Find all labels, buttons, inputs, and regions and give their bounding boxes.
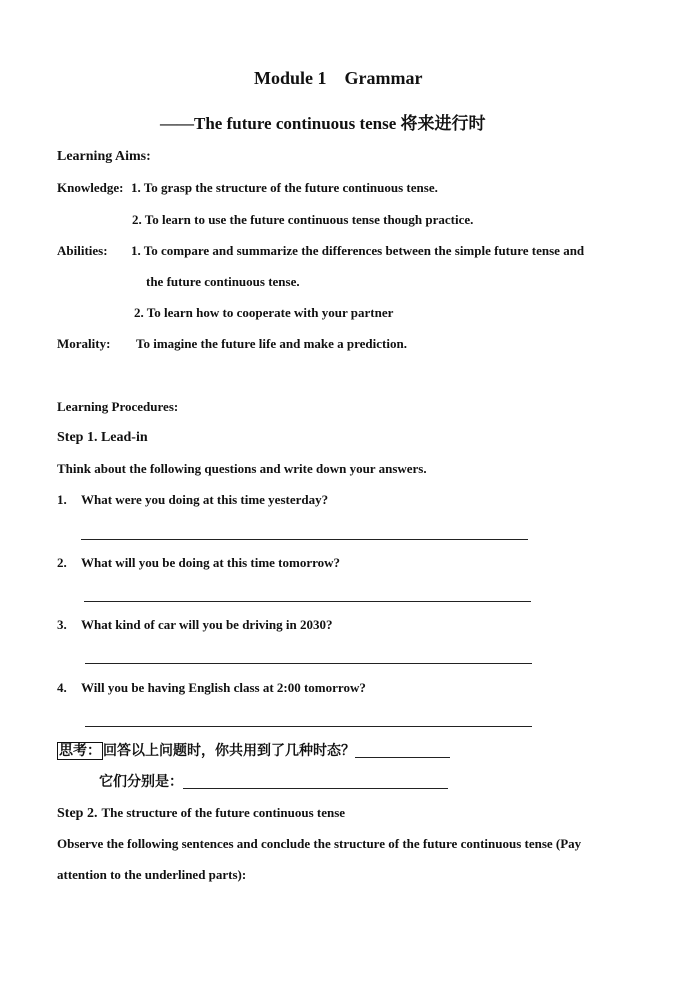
page-subtitle: ——The future continuous tense 将来进行时 [160, 114, 486, 133]
learning-procedures-heading: Learning Procedures: [57, 399, 179, 414]
answer-line[interactable] [85, 663, 532, 664]
question-number: 2. [57, 555, 67, 570]
think-label: 思考： [59, 743, 101, 759]
step1-instruction: Think about the following questions and write down your answers. [57, 461, 427, 476]
step2-label: Step 2. [57, 806, 98, 821]
learning-aims-heading: Learning Aims: [57, 149, 151, 164]
question-number: 4. [57, 680, 67, 695]
abilities-label: Abilities: [57, 243, 108, 258]
question-number: 3. [57, 617, 67, 632]
answer-line[interactable] [85, 726, 532, 727]
knowledge-item-1: 1. To grasp the structure of the future continuous tense. [131, 180, 438, 195]
question-text: What will you be doing at this time tomorrow? [81, 555, 341, 570]
think-answer-line[interactable] [355, 757, 450, 758]
knowledge-label: Knowledge: [57, 180, 124, 195]
question-text: What kind of car will you be driving in 2030? [81, 617, 333, 632]
question-number: 1. [57, 492, 67, 507]
step2-instruction-continued: attention to the underlined parts): [57, 867, 247, 882]
abilities-item-1: 1. To compare and summarize the differences between the simple future tense and [131, 243, 585, 258]
question-text: What were you doing at this time yesterday? [81, 492, 329, 507]
step2-title: The structure of the future continuous tense [101, 805, 346, 820]
step2-instruction: Observe the following sentences and conclude the structure of the future continuous tense (Pay [57, 836, 582, 851]
think-answer-label: 它们分别是： [99, 774, 183, 790]
morality-label: Morality: [57, 336, 111, 351]
think-question: 回答以上问题时，你共用到了几种时态？ [103, 743, 355, 759]
think-row [57, 740, 355, 760]
step1-title: Step 1. Lead-in [57, 430, 148, 445]
question-text: Will you be having English class at 2:00 tomorrow? [81, 680, 366, 695]
page-title: Module 1 Grammar [254, 68, 423, 88]
abilities-item-2: 2. To learn how to cooperate with your partner [134, 305, 394, 320]
morality-item-1: To imagine the future life and make a prediction. [136, 336, 407, 351]
knowledge-item-2: 2. To learn to use the future continuous tense though practice. [132, 212, 474, 227]
tenses-answer-line[interactable] [183, 788, 448, 789]
answer-line[interactable] [81, 539, 528, 540]
answer-line[interactable] [84, 601, 531, 602]
step2-row [57, 804, 345, 822]
abilities-item-1-continued: the future continuous tense. [146, 274, 300, 289]
